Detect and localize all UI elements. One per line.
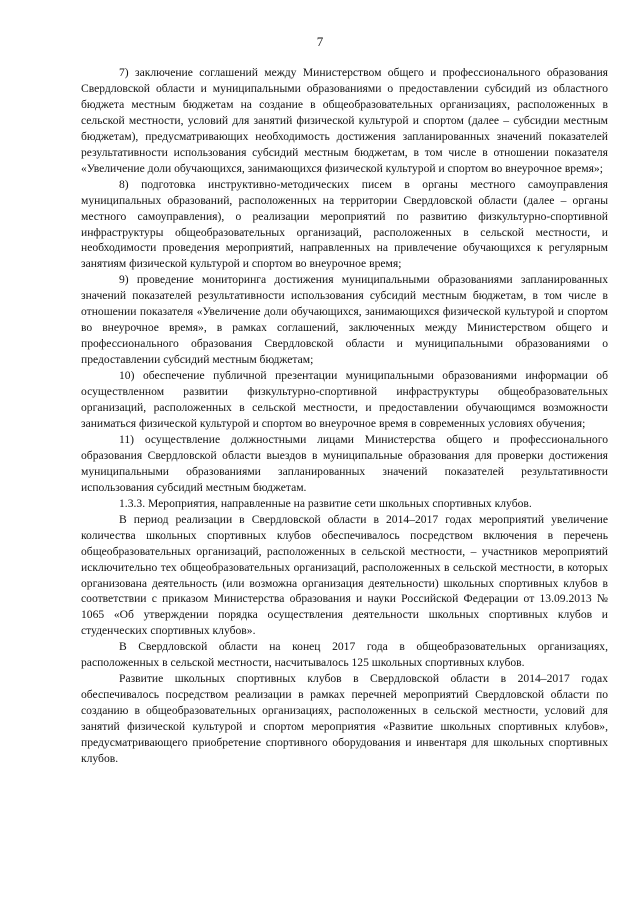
document-body <box>81 65 608 767</box>
page-number: 7 <box>316 34 324 49</box>
paragraph: 11) осуществление должностными лицами Министерства общего и профессионального образования Свердловской области выездов в муниципальные образования для проверки достижения муниципальными образованиями запланированных значений показателей результативности использования субсидий местным бюджетам. <box>81 432 608 494</box>
paragraph: В период реализации в Свердловской области в 2014–2017 годах мероприятий увеличение количества школьных спортивных клубов обеспечивалось посредством включения в перечень общеобразовательных организаций, расположенных в сельской местности, – участников мероприятий исключительно тех общеобразовательных организаций, расположенных в сельской местности, в которых организована деятельность (или возможна организация деятельности) школьных спортивных клубов в соответствии с приказом Министерства образования и науки Российской Федерации от 13.09.2013 № 1065 «Об утверждении порядка осуществления деятельности школьных спортивных клубов и студенческих спортивных клубов». <box>81 512 608 638</box>
paragraph: 9) проведение мониторинга достижения муниципальными образованиями запланированных значений показателей результативности использования субсидий местным бюджетам, в том числе в отношении показателя «Увеличение доли обучающихся, занимающихся физической культурой и спортом во внеурочное время», в рамках соглашений, заключенных между Министерством общего и профессионального образования Свердловской области и муниципальными образованиями о предоставлении субсидий местным бюджетам; <box>81 273 608 367</box>
section-heading: 1.3.3. Мероприятия, направленные на развитие сети школьных спортивных клубов. <box>119 496 532 510</box>
paragraph: 7) заключение соглашений между Министерством общего и профессионального образования Свердловской области и муниципальными образованиями о предоставлении субсидий из областного бюджета местным бюджетам на создание в общеобразовательных организациях, расположенных в сельской местности, условий для занятий физической культурой и спортом (далее – субсидии местным бюджетам), предусматривающих необходимость достижения запланированных значений показателей результативности использования субсидий местным бюджетам, в том числе в отношении показателя «Увеличение доли обучающихся, занимающихся физической культурой и спортом во внеурочное время»; <box>81 66 608 175</box>
paragraph: Развитие школьных спортивных клубов в Свердловской области в 2014–2017 годах обеспечивалось посредством реализации в рамках перечней мероприятий Свердловской области по созданию в общеобразовательных организациях, расположенных в сельской местности, условий для занятий физической культурой и спортом мероприятия «Развитие школьных спортивных клубов», предусматривающего приобретение спортивного оборудования и инвентаря для школьных спортивных клубов. <box>81 672 608 765</box>
paragraph: 10) обеспечение публичной презентации муниципальными образованиями информации об осуществленном развитии физкультурно-спортивной инфраструктуры общеобразовательных организаций, расположенных в сельской местности, и предоставлении обучающимся возможности заниматься физической культурой и спортом во внеурочное время в современных условиях обучения; <box>81 369 608 430</box>
paragraph: В Свердловской области на конец 2017 года в общеобразовательных организациях, расположенных в сельской местности, насчитывалось 125 школьных спортивных клубов. <box>81 640 608 670</box>
paragraph: 8) подготовка инструктивно-методических писем в органы местного самоуправления муниципальных образований, расположенных на территории Свердловской области (далее – органы местного самоуправления), о реализации мероприятий по развитию физкультурно-спортивной инфраструктуры общеобразовательных организаций, расположенных в сельской местности, и необходимости проведения мероприятий, направленных на привлечение обучающихся к регулярным занятиям физической культурой и спортом во внеурочное время; <box>81 177 608 271</box>
